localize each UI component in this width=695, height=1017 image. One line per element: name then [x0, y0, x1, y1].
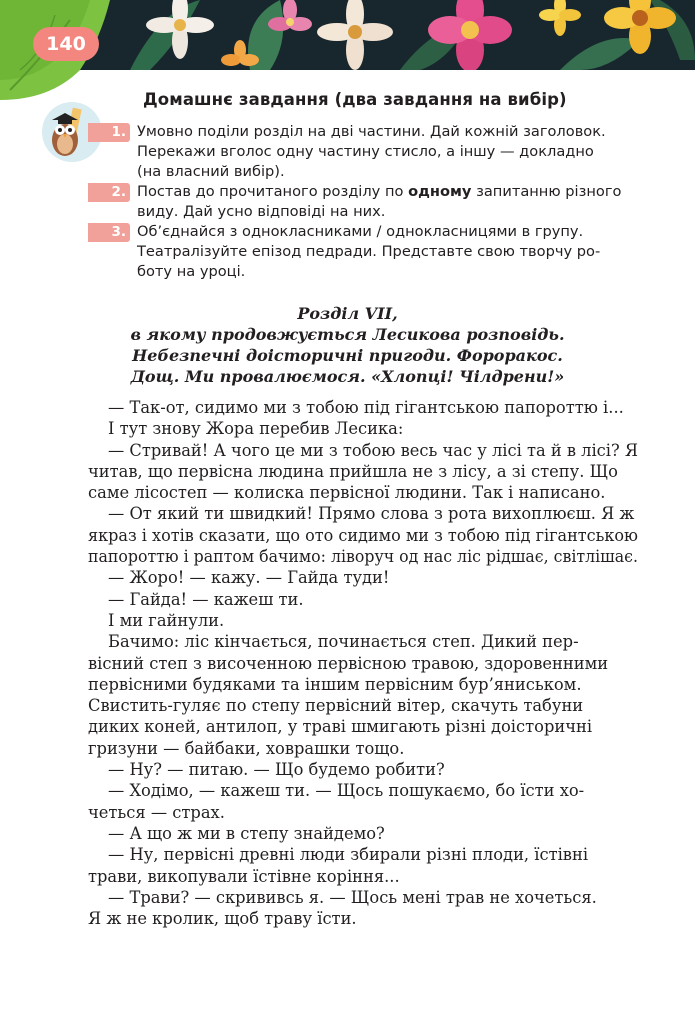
body-line: — От який ти швидкий! Прямо слова з рота вихоплюєш. Я ж	[108, 504, 635, 524]
body-line: саме лісостеп — колиска первісної людини. Так і написано.	[88, 483, 606, 503]
task-text-segment: запитанню різного	[471, 183, 622, 200]
body-line: трави, викопували їстівне коріння...	[88, 866, 400, 886]
task-text-line	[137, 182, 637, 202]
body-line: — Ходімо, — кажеш ти. — Щось пошукаємо, бо їсти хо-	[108, 781, 585, 801]
body-line: — Ну? — питаю. — Що будемо робити?	[108, 760, 445, 780]
chapter-heading	[0, 303, 695, 387]
body-line: Я ж не кролик, щоб траву їсти.	[88, 909, 357, 929]
body-line: якраз і хотів сказати, що ото сидимо ми з тобою під гігантською	[88, 525, 638, 545]
body-line: Свистить-гуляє по степу первісний вітер, скачуть табуни	[88, 696, 584, 716]
body-line: диких коней, антилоп, у траві шмигають різні доісторичні	[88, 717, 593, 737]
task-text-line: Об’єднайся з однокласниками / однокласницями в групу.	[137, 223, 584, 240]
task-number-badge: 3.	[88, 223, 130, 242]
body-line: — Гайда! — кажеш ти.	[108, 589, 304, 609]
chapter-body-text	[88, 397, 638, 929]
body-line: четься — страх.	[88, 802, 225, 822]
chapter-heading-line: Небезпечні доісторичні пригоди. Фороракос.	[132, 346, 563, 365]
body-line: вісний степ з височенною первісною травою, здоровенними	[88, 653, 609, 673]
body-line: гризуни — байбаки, ховрашки тощо.	[88, 738, 405, 758]
task-text-line: виду. Дай усно відповіді на них.	[137, 203, 386, 220]
task-text-line: Перекажи вголос одну частину стисло, а іншу — докладно	[137, 143, 594, 160]
chapter-heading-line: Дощ. Ми провалюємося. «Хлопці! Чілдрени!»	[130, 367, 565, 386]
body-line: — Так-от, сидимо ми з тобою під гігантською папороттю і...	[108, 398, 624, 417]
body-line: — А що ж ми в степу знайдемо?	[108, 823, 385, 843]
chapter-heading-line: Розділ VII,	[297, 304, 398, 323]
body-line: І ми гайнули.	[108, 610, 225, 630]
body-line: — Стривай! А чого це ми з тобою весь час у лісі та й в лісі? Я	[107, 440, 639, 460]
body-line: Бачимо: ліс кінчається, починається степ. Дикий пер-	[108, 632, 579, 652]
chapter-heading-line: в якому продовжується Лесикова розповідь.	[130, 325, 565, 344]
task-text-line: Умовно поділи розділ на дві частини. Дай кожній заголовок.	[137, 123, 606, 140]
body-line: читав, що первісна людина прийшла не з лісу, а зі степу. Що	[88, 461, 618, 481]
task-number-badge: 1.	[88, 123, 130, 142]
task-text-emphasis: одному	[408, 183, 472, 200]
body-line: папороттю і раптом бачимо: ліворуч од нас ліс рідшає, світлішає.	[88, 547, 639, 567]
task-text-line: (на власний вибір).	[137, 163, 285, 180]
homework-title: Домашнє завдання (два завдання на вибір)	[143, 90, 567, 109]
task-number-badge: 2.	[88, 183, 130, 202]
body-line: І тут знову Жора перебив Лесика:	[108, 419, 404, 439]
task-text-line: Театралізуйте епізод педради. Представте свою творчу ро-	[137, 243, 601, 260]
body-line: — Жоро! — кажу. — Гайда туди!	[108, 568, 390, 588]
body-line: первісними будяками та іншим первісним бур’яниськом.	[88, 674, 582, 694]
body-line: — Ну, первісні древні люди збирали різні плоди, їстівні	[108, 845, 589, 865]
body-line: — Трави? — скрививсь я. — Щось мені трав не хочеться.	[108, 887, 597, 907]
page-number-badge: 140	[33, 27, 99, 61]
task-text-segment: Постав до прочитаного розділу по	[137, 183, 409, 200]
task-text-line: боту на уроці.	[137, 263, 246, 280]
